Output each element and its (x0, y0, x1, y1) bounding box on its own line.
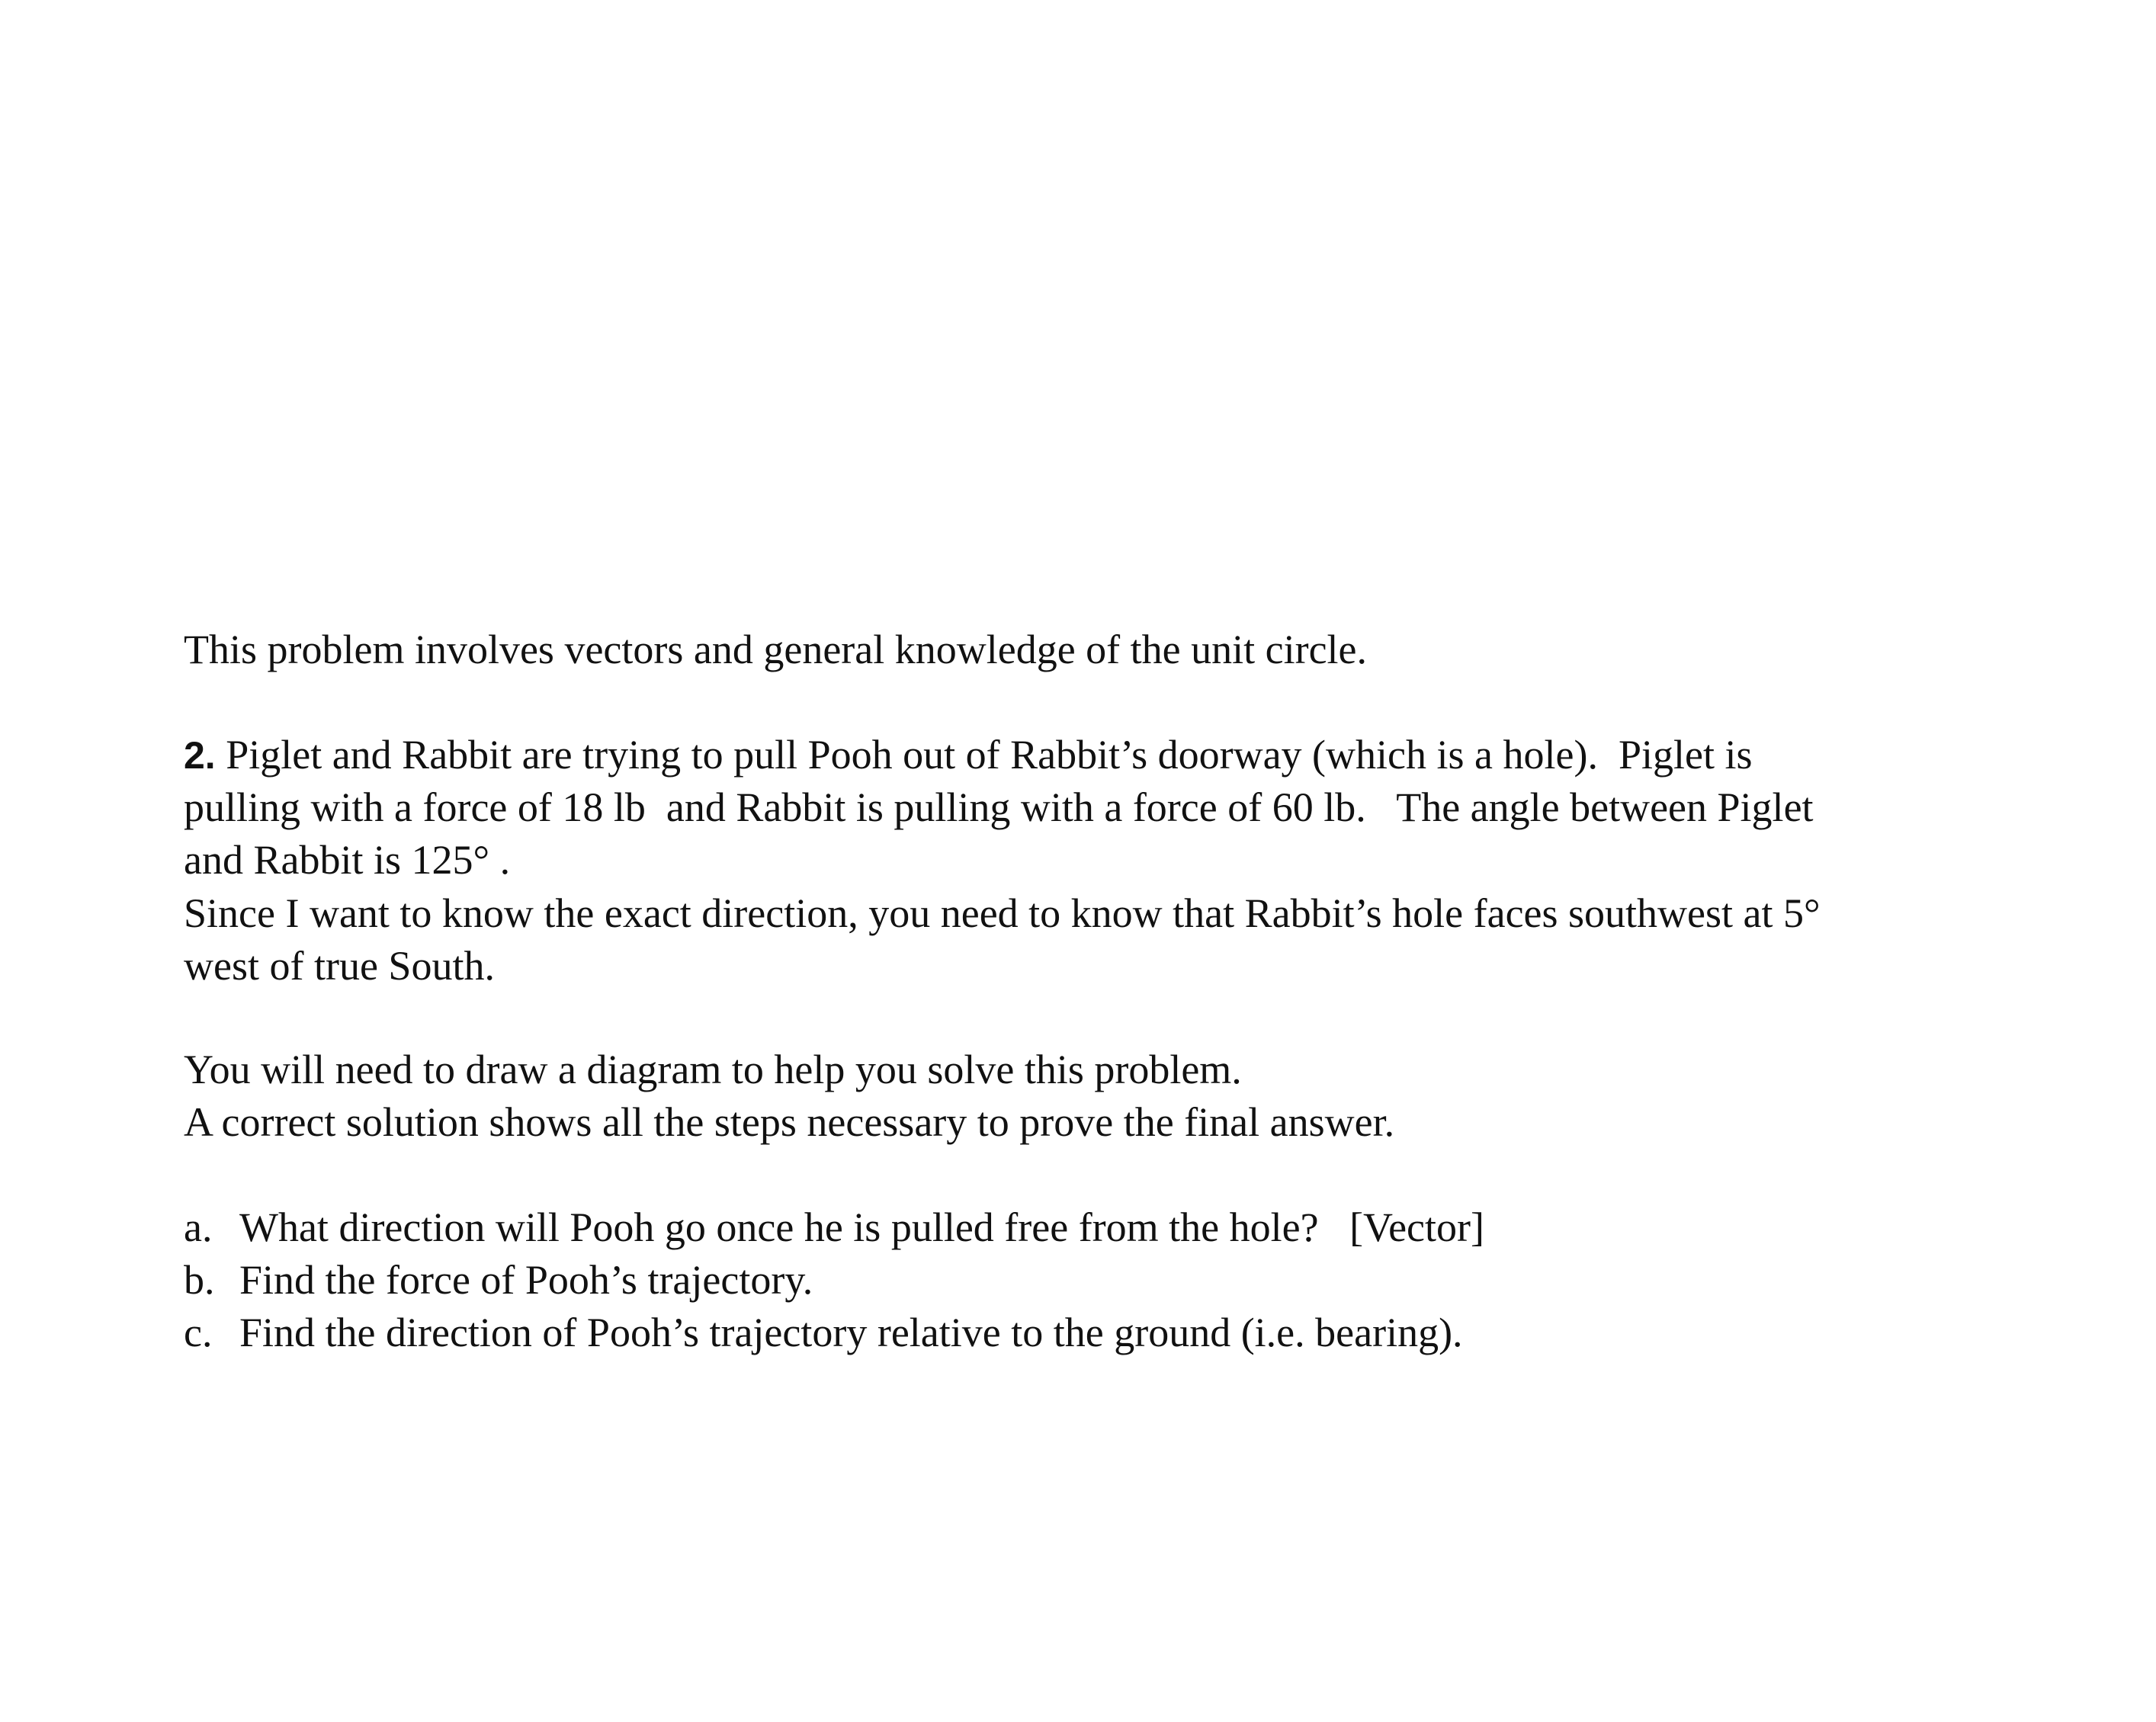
instruction-line-1: You will need to draw a diagram to help you solve this problem. (184, 1047, 1242, 1092)
question-label: a. (184, 1204, 213, 1250)
problem-text: Piglet and Rabbit are trying to pull Pooh out of Rabbit’s doorway (which is a hole). Piglet is (215, 732, 1753, 778)
question-c (184, 1307, 1463, 1359)
intro-text: This problem involves vectors and general knowledge of the unit circle. (184, 627, 1368, 672)
problem-number: 2. (184, 734, 216, 777)
question-text: Find the direction of Pooh’s trajectory relative to the ground (i.e. bearing). (239, 1310, 1463, 1355)
problem-line-3: and Rabbit is 125° . (184, 837, 511, 883)
problem-line-4: Since I want to know the exact direction, you need to know that Rabbit’s hole faces southwest at 5° (184, 890, 1821, 936)
question-label: c. (184, 1310, 213, 1355)
problem-line-2: pulling with a force of 18 lb and Rabbit is pulling with a force of 60 lb. The angle between Piglet (184, 784, 1814, 830)
question-b (184, 1254, 813, 1307)
instruction-line-2: A correct solution shows all the steps necessary to prove the final answer. (184, 1099, 1395, 1145)
question-a (184, 1201, 1484, 1254)
question-label: b. (184, 1257, 215, 1303)
problem-line-5: west of true South. (184, 943, 495, 989)
question-text: What direction will Pooh go once he is pulled free from the hole? [Vector] (239, 1204, 1484, 1250)
problem-line-1 (184, 729, 1752, 781)
question-text: Find the force of Pooh’s trajectory. (239, 1257, 813, 1303)
